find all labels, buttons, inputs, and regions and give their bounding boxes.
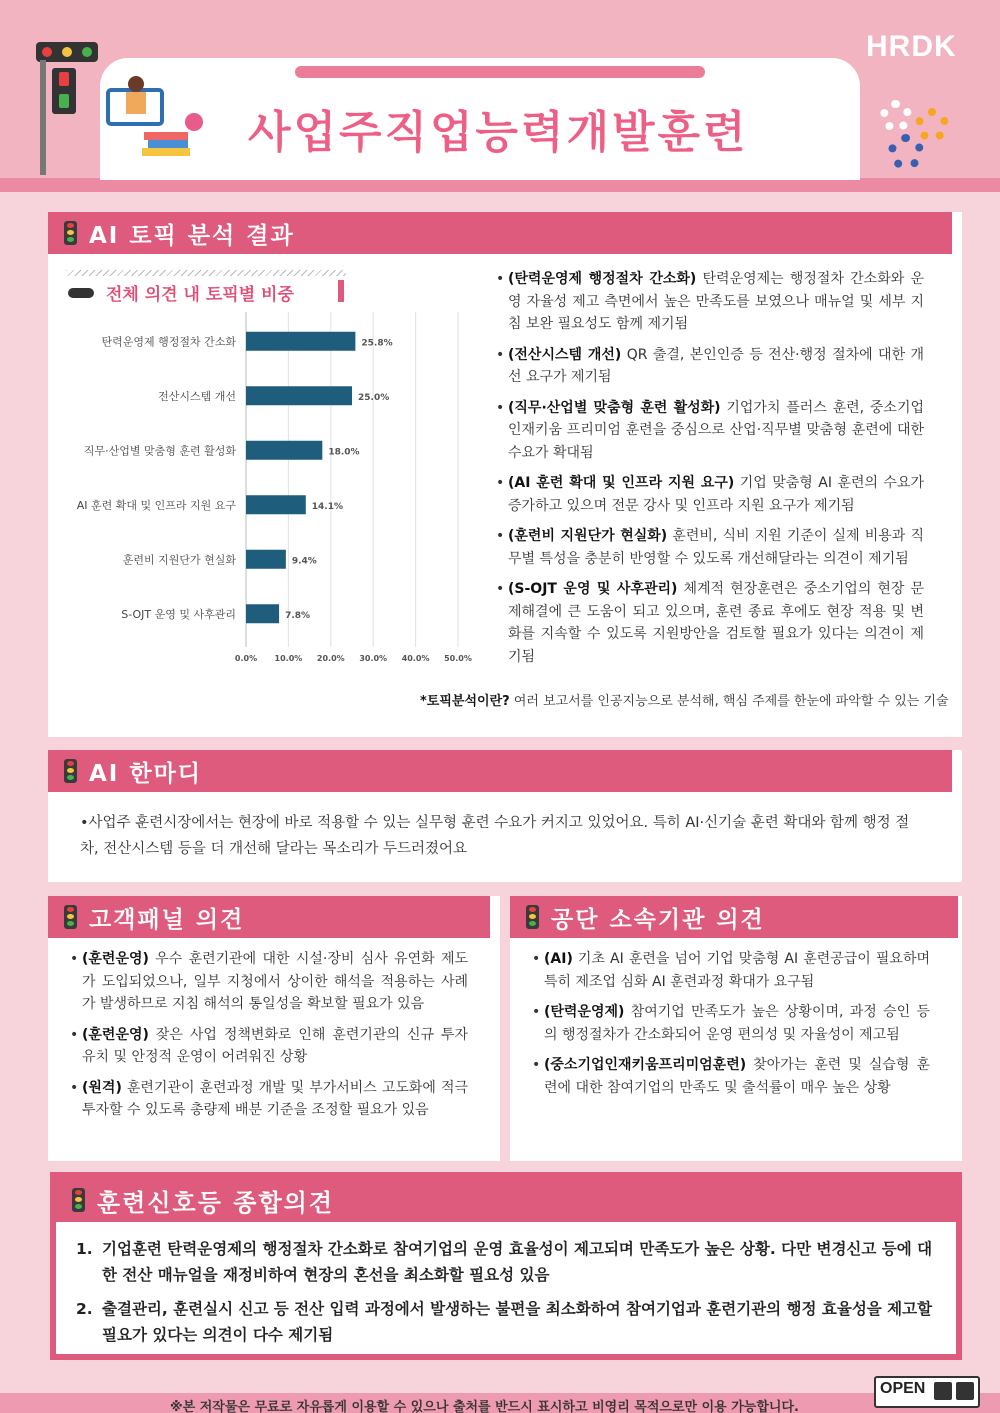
section-title: 공단 소속기관 의견: [551, 906, 765, 933]
hrdk-logo: HRDK: [866, 30, 957, 63]
traffic-light-icon: [68, 288, 94, 298]
page-title: 사업주직업능력개발훈련: [248, 107, 749, 158]
category-label: S-OJT 운영 및 사후관리: [121, 607, 236, 621]
x-tick-label: 40.0%: [401, 654, 430, 662]
traffic-light-icon: [72, 1188, 85, 1212]
chart-title-decoration: [66, 270, 346, 276]
bullet-heading: (훈련운영): [82, 951, 149, 967]
final-opinion-list: [76, 1236, 942, 1356]
final-item-text: 출결관리, 훈련실시 신고 등 전산 입력 과정에서 발생하는 불편을 최소화하여 참여기업과 훈련기관의 행정 효율성을 제고할 필요가 있다는 의견이 다수 제기됨: [102, 1300, 933, 1344]
section-title: 훈련신호등 종합의견: [97, 1188, 335, 1217]
bullet-text: 훈련비, 식비 지원 기준이 실제 비용과 직무별 특성을 충분히 반영할 수 있도록 개선해달라는 의견이 제기됨: [508, 528, 924, 567]
bar-value-label: 14.1%: [311, 501, 344, 512]
bullet-item: [70, 1024, 468, 1069]
license-attribution-icon: [934, 1382, 952, 1400]
section-header-final: [56, 1178, 956, 1222]
x-tick-label: 30.0%: [359, 654, 388, 662]
bar: [246, 604, 279, 623]
footer-notice: ※본 저작물은 무료로 자유롭게 이용할 수 있으나 출처를 반드시 표시하고 비영리 목적으로만 이용 가능합니다.: [170, 1400, 799, 1413]
bullet-item: [532, 1054, 930, 1099]
traffic-light-icon: [36, 42, 98, 62]
bullet-heading: (전산시스템 개선): [508, 346, 622, 363]
agency-bullet-list: [532, 948, 930, 1107]
bullet-item: [496, 268, 924, 336]
bullet-text: 잦은 사업 정책변화로 인해 훈련기관의 신규 투자 유치 및 안정적 운영이 어려워진 상황: [82, 1026, 468, 1065]
open-license-badge: [874, 1376, 980, 1408]
bullet-text: 참여기업 만족도가 높은 상황이며, 과정 승인 등의 행정절차가 간소화되어 운영 편의성 및 자율성이 제고됨: [544, 1004, 930, 1043]
bullet-text: 체계적 현장훈련은 중소기업의 현장 문제해결에 큰 도움이 되고 있으며, 훈련 종료 후에도 현장 적용 및 변화를 지속할 수 있도록 지원방안을 검토할 필요가 있다는 의견이 제기됨: [508, 581, 925, 665]
x-tick-label: 50.0%: [444, 654, 472, 662]
topic-bar-chart: [60, 312, 480, 662]
category-label: 직무·산업별 맞춤형 훈련 활성화: [83, 444, 236, 458]
bar: [246, 550, 286, 569]
bullet-heading: (탄력운영제): [544, 1004, 625, 1020]
x-tick-label: 10.0%: [274, 654, 303, 662]
traffic-light-icon: [64, 905, 77, 929]
open-license-text: OPEN: [880, 1380, 926, 1397]
bullet-text: 우수 훈련기관에 대한 시설·장비 심사 유연화 제도가 도입되었으나, 일부 지청에서 상이한 해석을 적용하는 사례가 발생하므로 지침 해석의 통일성을 확보할 필요가 있음: [82, 951, 468, 1012]
bullet-item: [532, 1001, 930, 1046]
chart-title-marker: [338, 280, 344, 302]
section-header-agency: [510, 896, 958, 938]
bullet-item: [70, 948, 468, 1016]
traffic-light-icon: [64, 759, 77, 783]
bullet-text: QR 출결, 본인인증 등 전산·행정 절차에 대한 개선 요구가 제기됨: [508, 346, 925, 385]
bullet-text: 훈련기관이 훈련과정 개발 및 부가서비스 고도화에 적극 투자할 수 있도록 총량제 배분 기준을 조정할 필요가 있음: [82, 1079, 468, 1118]
bullet-text: 기업 맞춤형 AI 훈련의 수요가 증가하고 있으며 전문 강사 및 인프라 지원 요구가 제기됨: [508, 475, 924, 514]
section-title: 고객패널 의견: [89, 906, 245, 933]
category-label: 탄력운영제 행정절차 간소화: [101, 335, 236, 349]
section-header-customer: [48, 896, 490, 938]
bullet-heading: (S-OJT 운영 및 사후관리): [508, 581, 678, 597]
category-label: 전산시스템 개선: [158, 389, 236, 403]
bar-value-label: 25.0%: [358, 392, 390, 403]
section-header-topic: [48, 212, 952, 254]
bar-value-label: 18.0%: [328, 447, 360, 458]
category-label: AI 훈련 확대 및 인프라 지원 요구: [76, 498, 236, 512]
bullet-item: [496, 472, 924, 517]
note-text: 여러 보고서를 인공지능으로 분석해, 핵심 주제를 한눈에 파악할 수 있는 기술: [509, 694, 949, 709]
bullet-item: [496, 344, 924, 389]
bullet-heading: (훈련비 지원단가 현실화): [508, 528, 668, 544]
gear-icon: [915, 108, 949, 142]
bullet-item: [496, 525, 924, 570]
section-title: AI 한마디: [89, 760, 203, 787]
traffic-light-icon: [526, 905, 539, 929]
pedestrian-signal-icon: [52, 68, 76, 114]
section-header-ai-comment: [48, 750, 952, 792]
bullet-heading: (AI 훈련 확대 및 인프라 지원 요구): [508, 475, 735, 491]
bar: [246, 441, 322, 460]
bullet-item: [496, 397, 924, 465]
chart-title-text: 전체 의견 내 토픽별 비중: [106, 285, 294, 305]
header-tab-decoration: [295, 66, 705, 78]
bar: [246, 332, 355, 351]
traffic-light-icon: [64, 221, 77, 245]
section-title: AI 토픽 분석 결과: [89, 222, 295, 249]
bullet-text: 탄력운영제는 행정절차 간소화와 운영 자율성 제고 측면에서 높은 만족도를 보였으나 매뉴얼 및 세부 지침 보완 필요성도 함께 제기됨: [508, 271, 924, 332]
bullet-heading: (중소기업인재키움프리미엄훈련): [544, 1057, 747, 1073]
bullet-heading: (AI): [544, 951, 573, 967]
topic-bullet-list: [496, 268, 924, 676]
bar: [246, 495, 306, 514]
note-label: *토픽분석이란?: [420, 694, 510, 709]
final-item-number: 2.: [76, 1300, 93, 1318]
bullet-heading: (원격): [82, 1079, 122, 1096]
gear-icon: [880, 100, 912, 132]
gear-icon: [888, 134, 924, 170]
bullet-text: 기초 AI 훈련을 넘어 기업 맞춤형 AI 훈련공급이 필요하며 특히 제조업 심화 AI 훈련과정 확대가 요구됨: [544, 951, 930, 990]
ai-comment-text: •사업주 훈련시장에서는 현장에 바로 적용할 수 있는 실무형 훈련 수요가 커지고 있었어요. 특히 AI·신기술 훈련 확대와 함께 행정 절차, 전산시스템 등을 더 개선해 달라는 목소리가 두드러졌어요: [80, 815, 910, 857]
license-noncommercial-icon: [956, 1382, 974, 1400]
bullet-item: [532, 948, 930, 993]
x-tick-label: 20.0%: [316, 654, 345, 662]
topic-analysis-note: [420, 690, 949, 709]
bullet-item: [70, 1077, 468, 1122]
bullet-heading: (탄력운영제 행정절차 간소화): [508, 271, 697, 287]
bullet-item: [496, 578, 924, 668]
bar-value-label: 9.4%: [291, 556, 317, 567]
bullet-heading: (훈련운영): [82, 1026, 149, 1043]
bar-value-label: 25.8%: [361, 338, 393, 349]
customer-bullet-list: [70, 948, 468, 1130]
header-band: [0, 178, 1000, 192]
chart-title: [68, 280, 294, 305]
final-item: [76, 1296, 942, 1348]
bar: [246, 386, 352, 405]
bullet-text: 찾아가는 훈련 및 실습형 훈련에 대한 참여기업의 만족도 및 출석률이 매우 높은 상황: [544, 1057, 930, 1096]
bullet-text: 기업가치 플러스 훈련, 중소기업 인재키움 프리미엄 훈련을 중심으로 산업·직무별 맞춤형 훈련에 대한 수요가 확대됨: [508, 399, 924, 461]
final-item-text: 기업훈련 탄력운영제의 행정절차 간소화로 참여기업의 운영 효율성이 제고되며 만족도가 높은 상황. 다만 변경신고 등에 대한 전산 매뉴얼을 재정비하여 현장의 혼선을 최소화할 필요성 있음: [102, 1240, 933, 1284]
final-item: [76, 1236, 942, 1288]
traffic-pole-icon: [40, 60, 46, 175]
bar-value-label: 7.8%: [285, 610, 311, 621]
final-item-number: 1.: [76, 1240, 93, 1258]
x-tick-label: 0.0%: [234, 654, 258, 662]
category-label: 훈련비 지원단가 현실화: [122, 553, 236, 567]
bullet-heading: (직무·산업별 맞춤형 훈련 활성화): [508, 399, 721, 416]
teacher-illustration-icon: [104, 70, 214, 170]
